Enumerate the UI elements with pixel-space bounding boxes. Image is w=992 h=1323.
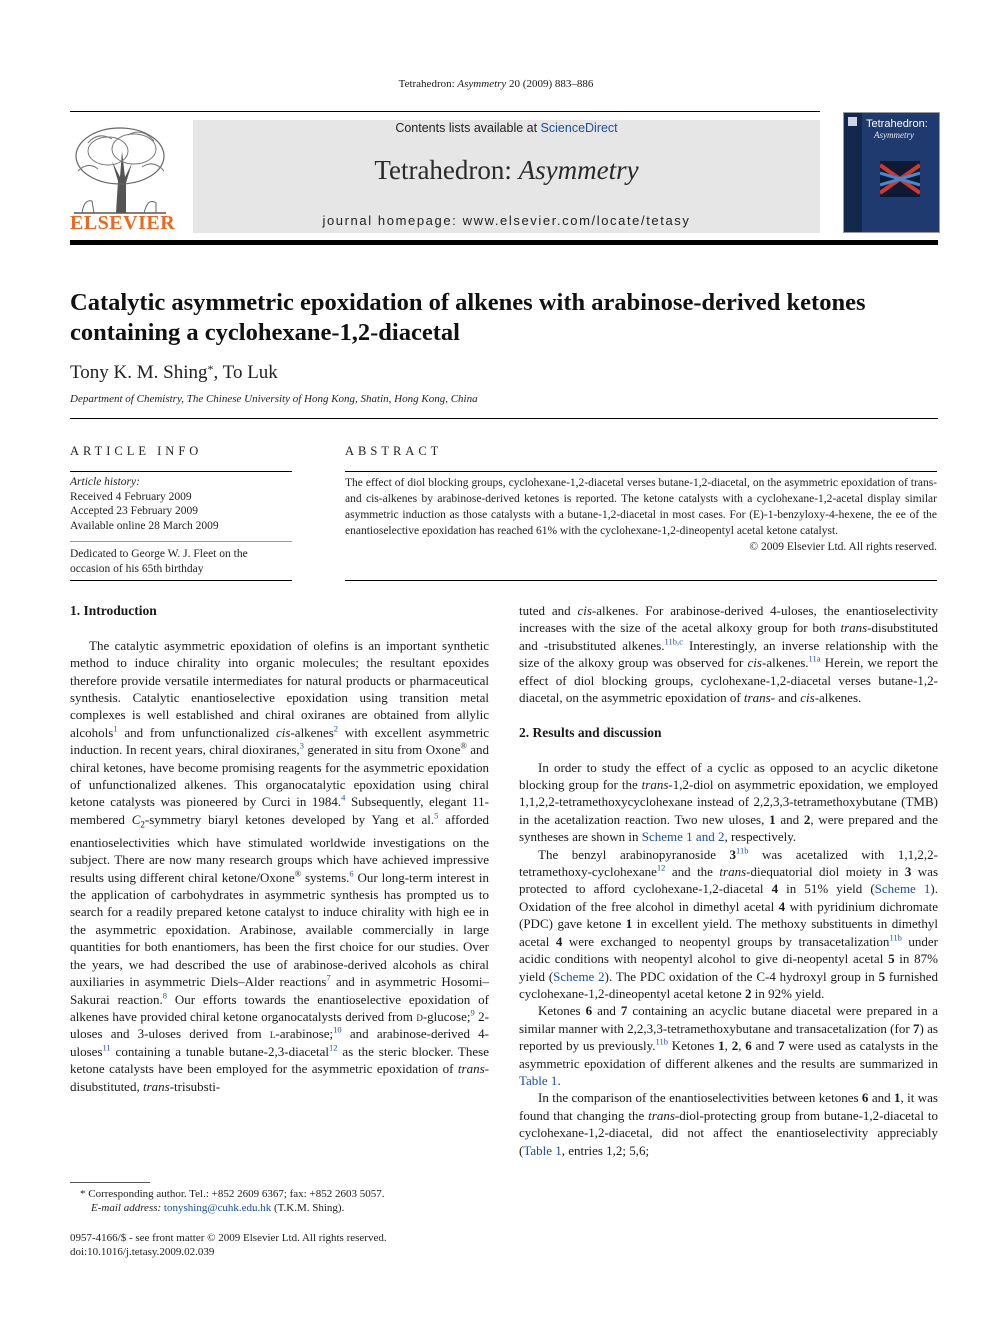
journal-name: Tetrahedron: Asymmetry	[374, 155, 639, 185]
abstract-rule-bottom	[345, 580, 937, 581]
journal-citation: Tetrahedron: Asymmetry 20 (2009) 883–886	[398, 78, 594, 90]
dedication: Dedicated to George W. J. Fleet on the occasion of his 65th birthday	[70, 548, 248, 575]
sciencedirect-link[interactable]: ScienceDirect	[540, 121, 618, 135]
article-history: Article history: Received 4 February 2009 Accepted 23 February 2009 Available online 28 March 2009	[70, 476, 219, 532]
table-1-entries-link[interactable]: Table 1	[523, 1142, 562, 1158]
right-column	[519, 602, 938, 1159]
author-luk[interactable]: To Luk	[222, 362, 278, 383]
affiliation: Department of Chemistry, The Chinese University of Hong Kong, Shatin, Hong Kong, China	[70, 393, 478, 405]
results-heading: 2. Results and discussion	[519, 724, 662, 740]
results-paragraph-2: The benzyl arabinopyranoside $3^{11b}$ was acetalized with 1,1,2,2-tetramethoxy-cyclohexane$^{12}$ and the trans-diequatorial diol moiety in 3 was protected to afford cyclohexane-1,2-diacetal 4 in 51% yield (Scheme 1). Oxidation of the free alcohol in dimethyl acetal 4 with pyridinium dichromate (PDC) gave ketone 1 in excellent yield. The methoxy substituents in dimethyl acetal 4 were exchanged to neopentyl groups by transacetalization$^{11b}$ under acidic conditions with neopentyl alcohol to give di-neopentyl acetal 5 in 87% yield (Scheme 2). The PDC oxidation of the C-4 hydroxyl group in 5 furnished cyclohexane-1,2-dineopentyl acetal ketone 2 in 92% yield.	[519, 845, 939, 1001]
article-title: Catalytic asymmetric epoxidation of alkenes with arabinose-derived ketones containing a cyclohexane-1,2-diacetal	[70, 289, 866, 346]
scheme-1-2-link[interactable]: Scheme 1 and 2	[641, 829, 725, 845]
contents-line: Contents lists available at ScienceDirect	[395, 121, 618, 135]
elsevier-wordmark: ELSEVIER	[70, 212, 176, 234]
title-rule	[70, 418, 938, 419]
masthead-rule	[70, 240, 938, 245]
intro-continuation: tuted and cis-alkenes. For arabinose-derived 4-uloses, the enantioselectivity increases with the size of the acetal alkoxy group for both trans-disubstituted and -trisubstituted alkenes.$^{11b,c}$ Interestingly, an inverse relationship with the size of the alkoxy group was observed for cis-alkenes.$^{11a}$ Herein, we report the effect of diol blocking groups, cyclohexane-1,2-diacetal verses butane-1,2-diacetal, on the asymmetric epoxidation of trans- and cis-alkenes.	[519, 603, 939, 706]
scheme-1-link[interactable]: Scheme 1	[874, 881, 931, 897]
intro-heading: 1. Introduction	[70, 603, 157, 618]
intro-paragraph: The catalytic asymmetric epoxidation of olefins is an important synthetic method to induce chirality into organic molecules; the resultant epoxides therefore provide versatile intermediates for natural products or pharmaceutical synthesis. Catalytic enantioselective epoxidation using transition metal complexes is well established and chiral oxiranes are obtained from allylic alcohols$^1$ and from unfunctionalized cis-alkenes$^2$ with excellent asymmetric induction. In recent years, chiral dioxiranes,$^3$ generated in situ from Oxone® and chiral ketones, have become promising reagents for the asymmetric epoxidation of unfunctionalized alkenes. This organocatalytic epoxidation using chiral ketone catalysts was pioneered by Curci in 1984.$^4$ Subsequently, elegant 11-membered $C_2$-symmetry biaryl ketones developed by Yang et al.$^5$ afforded enantioselectivities which have stimulated worldwide investigations on the subject. There are now many research groups which have achieved impressive results using different chiral ketone/Oxone® systems.$^6$ Our long-term interest in the application of carbohydrates in asymmetric synthesis has prompted us to search for a readily prepared ketone catalyst to induce chirality with high ee in the asymmetric epoxidation. Arabinose, available commercially in large quantities for both enantiomers, has been the first choice for our studies. Over the years, we had described the use of arabinose-derived alcohols as chiral auxiliaries in asymmetric Diels–Alder reactions$^7$ and in asymmetric Hosomi–Sakurai reaction.$^8$ Our efforts towards the enantioselective epoxidation of alkenes have provided chiral ketone organocatalysts derived from d-glucose;$^9$ 2-uloses and 3-uloses derived from l-arabinose;$^{10}$ and arabinose-derived 4-uloses$^{11}$ containing a tunable butane-2,3-diacetal$^{12}$ as the steric blocker. These ketone catalysts have been employed for the asymmetric epoxidation of trans-disubstituted, trans-trisubsti-	[70, 637, 490, 1094]
article-info-heading: ARTICLE INFO	[70, 444, 203, 458]
abstract	[345, 475, 937, 555]
abstract-copyright: © 2009 Elsevier Ltd. All rights reserved.	[749, 541, 937, 553]
cover-title: Tetrahedron:	[866, 118, 928, 130]
journal-homepage: journal homepage: www.elsevier.com/locate/tetasy	[322, 213, 691, 228]
homepage-url[interactable]: www.elsevier.com/locate/tetasy	[462, 213, 691, 228]
header-rule	[70, 111, 820, 112]
author-shing[interactable]: Tony K. M. Shing	[70, 362, 208, 383]
scheme-2-link[interactable]: Scheme 2	[553, 968, 605, 984]
left-column	[70, 602, 489, 1095]
footnote-rule	[70, 1182, 150, 1183]
abstract-heading: ABSTRACT	[345, 444, 443, 458]
journal-cover-image	[843, 112, 940, 233]
author-list: Tony K. M. Shing*, To Luk	[70, 362, 278, 383]
cover-subtitle: Asymmetry	[874, 130, 914, 140]
info-divider	[70, 541, 292, 542]
doi[interactable]: doi:10.1016/j.tetasy.2009.02.039	[70, 1246, 215, 1258]
info-rule-top	[70, 471, 292, 472]
email-link[interactable]: tonyshing@cuhk.edu.hk	[163, 1202, 272, 1214]
correspondence-footnote: * Corresponding author. Tel.: +852 2609 6367; fax: +852 2603 5057. E-mail address: tonyshing@cuhk.edu.hk (T.K.M. Shing).	[80, 1188, 385, 1214]
results-paragraph-1: In order to study the effect of a cyclic as opposed to an acyclic diketone blocking group for the trans-1,2-diol on asymmetric epoxidation, we employed 1,1,2,2-tetramethoxycyclohexane instead of 2,2,3,3-tetramethoxybutane (TMB) in the acetalization reaction. Two new uloses, 1 and 2, were prepared and the syntheses are shown in Scheme 1 and 2, respectively.	[519, 759, 938, 845]
issn-doi: 0957-4166/$ - see front matter © 2009 Elsevier Ltd. All rights reserved. doi:10.1016/j.tetasy.2009.02.039	[70, 1231, 500, 1259]
table-1-link[interactable]: Table 1	[519, 1072, 558, 1088]
results-paragraph-3: Ketones 6 and 7 containing an acyclic butane diacetal were prepared in a similar manner with 2,2,3,3-tetramethoxybutane and transacetalization (for 7) as reported by us previously.$^{11b}$ Ketones 1, 2, 6 and 7 were used as catalysts in the asymmetric epoxidation of different alkenes and the results are summarized in Table 1.	[519, 1003, 939, 1088]
abstract-text: The effect of diol blocking groups, cyclohexane-1,2-diacetal verses butane-1,2-diacetal, on the asymmetric epoxidation of trans- and cis-alkenes by arabinose-derived ketones is reported. The ketone catalysts with a cyclohexane-1,2-acetal display similar asymmetric induction as those catalysts with a butane-1,2-diacetal in most cases. For (E)-1-benzyloxy-4-hexene, the ee of the enantioselective epoxidation has reached 61% with the cyclohexane-1,2-dineopentyl acetal ketone catalyst.	[345, 477, 937, 537]
results-paragraph-4: In the comparison of the enantioselectivities between ketones 6 and 1, it was found that changing the trans-diol-protecting group from butane-1,2-diacetal to cyclohexane-1,2-diacetal, did not affect the enantioselectivity appreciably (Table 1, entries 1,2; 5,6;	[519, 1090, 938, 1158]
abstract-rule-top	[345, 471, 937, 472]
info-rule-bottom	[70, 580, 292, 581]
